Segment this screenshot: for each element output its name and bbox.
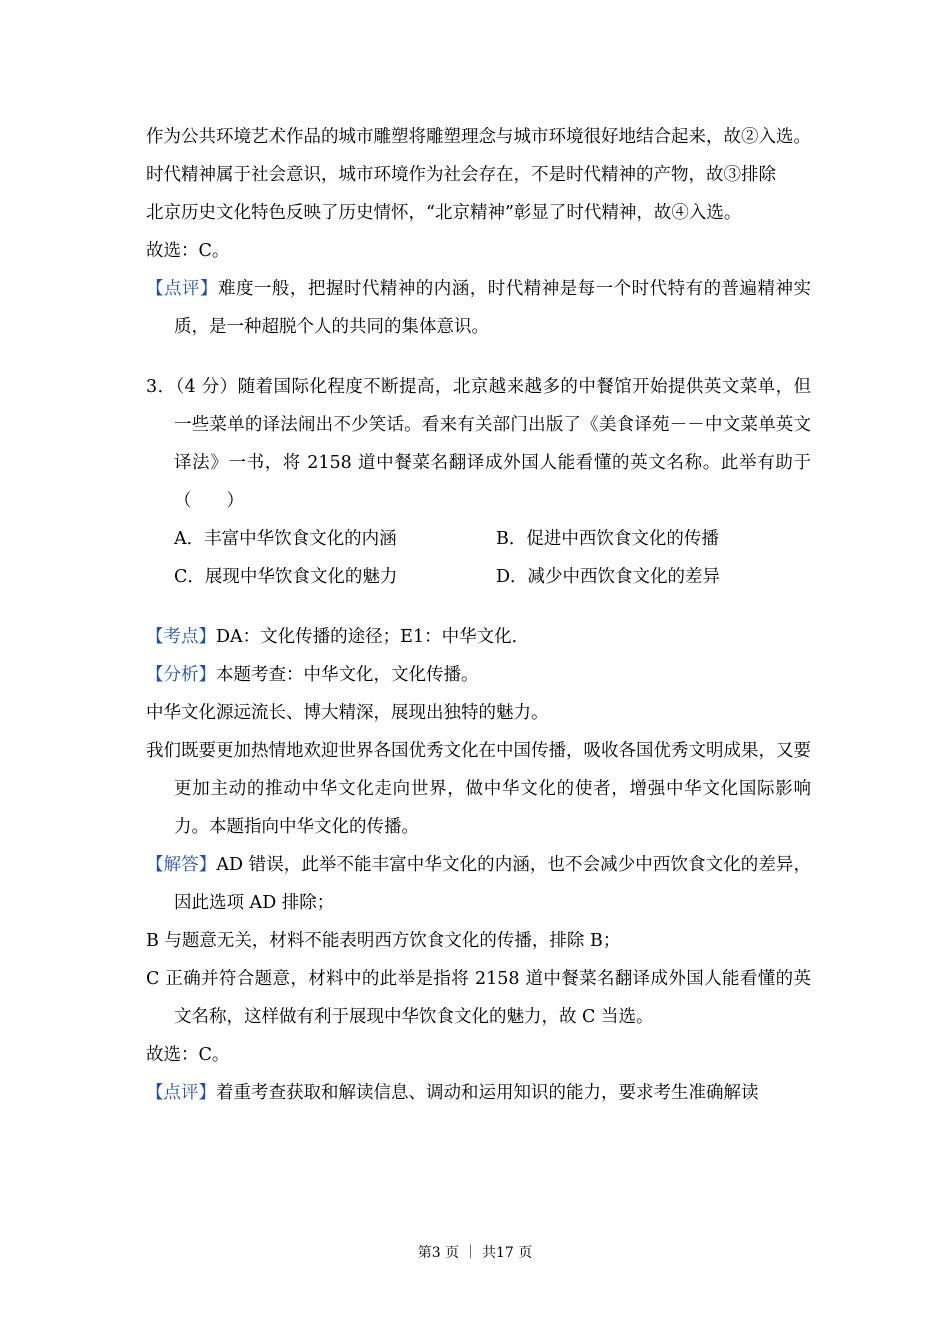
kaodian-block	[146, 618, 811, 656]
jieda-text: AD 错误，此举不能丰富中华文化的内涵，也不会减少中西饮食文化的差异，因此选项 AD 排除；	[174, 855, 811, 913]
analysis-line: 中华文化源远流长、博大精深，展现出独特的魅力。	[146, 703, 549, 723]
kaodian-tag: 【考点】	[146, 627, 216, 647]
page-content	[146, 118, 811, 1112]
answer-line: C 正确并符合题意，材料中的此举是指将 2158 道中餐菜名翻译成外国人能看懂的英文名称，这样做有利于展现中华饮食文化的魅力，故 C 当选。	[146, 969, 811, 1027]
spacer	[146, 346, 811, 368]
option-b: B．促进中西饮食文化的传播	[496, 529, 719, 549]
fenxi-tag: 【分析】	[146, 665, 216, 685]
paragraph-choice-4: 北京历史文化特色反映了历史情怀，“北京精神”彰显了时代精神，故④入选。	[146, 203, 742, 223]
answer-line: B 与题意无关，材料不能表明西方饮食文化的传播，排除 B；	[146, 931, 621, 951]
comment-block-2	[146, 1074, 811, 1112]
comment-text: 难度一般，把握时代精神的内涵，时代精神是每一个时代特有的普遍精神实质，是一种超脱个人的共同的集体意识。	[174, 279, 812, 337]
kaodian-text: DA：文化传播的途径；E1：中华文化．	[216, 627, 530, 647]
comment-block-1	[146, 270, 811, 346]
answer-line: 故选：C。	[146, 241, 230, 261]
page-footer: 第3 页 ｜ 共17 页	[417, 1245, 533, 1261]
jieda-tag: 【解答】	[146, 855, 217, 875]
fenxi-text: 本题考查：中华文化，文化传播。	[216, 665, 479, 685]
spacer	[146, 596, 811, 618]
comment-tag: 【点评】	[146, 1083, 216, 1103]
option-c: C．展现中华饮食文化的魅力	[174, 567, 398, 587]
jieda-block	[146, 846, 811, 922]
paragraph-choice-2: 作为公共环境艺术作品的城市雕塑将雕塑理念与城市环境很好地结合起来，故②入选。	[146, 127, 811, 147]
question-3-options	[174, 520, 811, 596]
question-3-stem: 3．（4 分）随着国际化程度不断提高，北京越来越多的中餐馆开始提供英文菜单，但一些菜单的译法闹出不少笑话。看来有关部门出版了《美食译苑－－中文菜单英文译法》一书，将 2158 道中餐菜名翻译成外国人能看懂的英文名称。此举有助于（ ）	[146, 377, 811, 511]
option-a: A．丰富中华饮食文化的内涵	[174, 529, 397, 549]
comment-text: 着重考查获取和解读信息、调动和运用知识的能力，要求考生准确解读	[216, 1083, 759, 1103]
analysis-line: 我们既要更加热情地欢迎世界各国优秀文化在中国传播，吸收各国优秀文明成果，又要更加主动的推动中华文化走向世界，做中华文化的使者，增强中华文化国际影响力。本题指向中华文化的传播。	[146, 741, 811, 837]
comment-tag: 【点评】	[146, 279, 218, 299]
answer-line: 故选：C。	[146, 1045, 230, 1065]
option-d: D．减少中西饮食文化的差异	[496, 567, 721, 587]
fenxi-block	[146, 656, 811, 694]
paragraph-choice-3: 时代精神属于社会意识，城市环境作为社会存在，不是时代精神的产物，故③排除	[146, 165, 776, 185]
